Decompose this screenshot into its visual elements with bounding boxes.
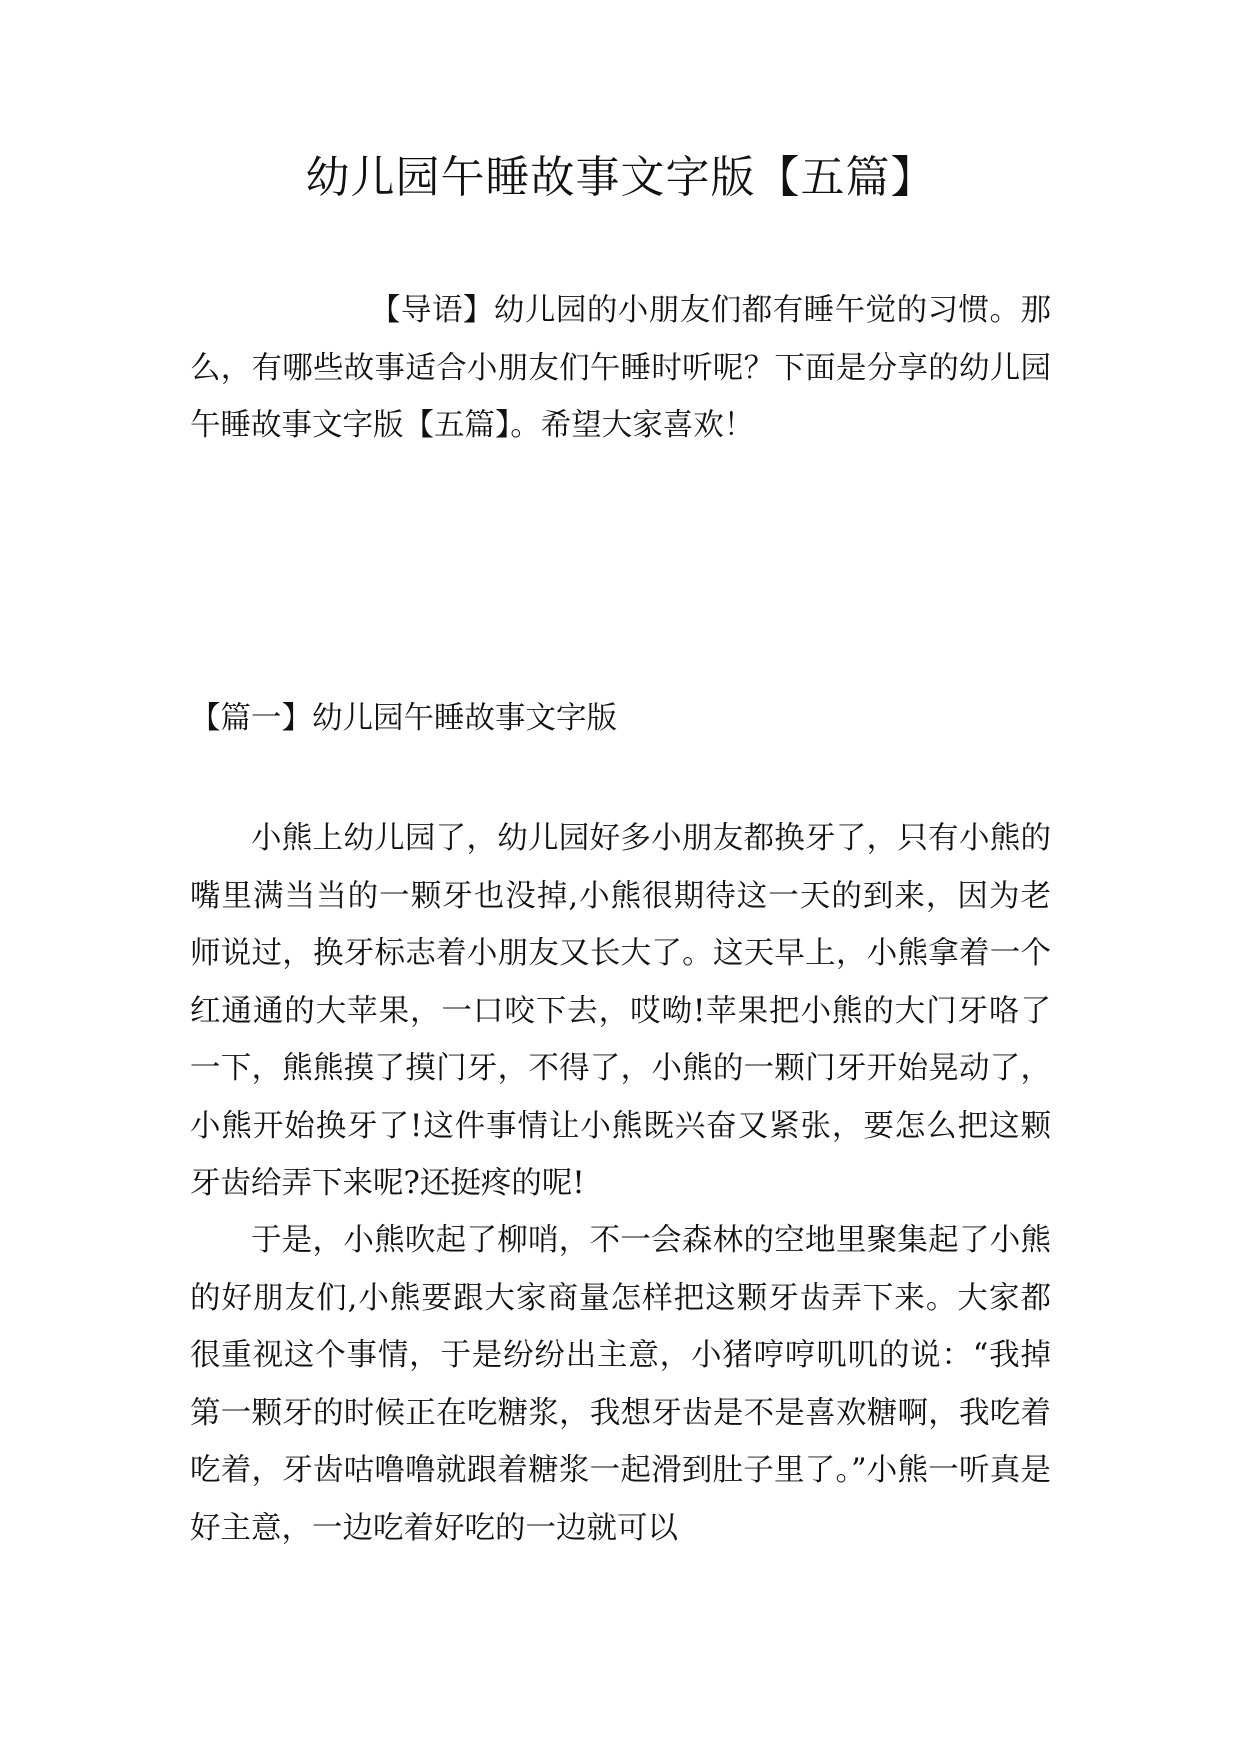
- body-paragraph: 小熊上幼儿园了，幼儿园好多小朋友都换牙了，只有小熊的嘴里满当当的一颗牙也没掉,小熊很期待这一天的到来，因为老师说过，换牙标志着小朋友又长大了。这天早上，小熊拿着一个红通通的大苹果，一口咬下去，哎呦!苹果把小熊的大门牙咯了一下，熊熊摸了摸门牙，不得了，小熊的一颗门牙开始晃动了，小熊开始换牙了!这件事情让小熊既兴奋又紧张，要怎么把这颗牙齿给弄下来呢?还挺疼的呢!: [190, 821, 1051, 1201]
- section-heading: 【篇一】幼儿园午睡故事文字版: [190, 701, 617, 736]
- document-title: 幼儿园午睡故事文字版【五篇】: [305, 152, 936, 203]
- body-paragraph: 于是，小熊吹起了柳哨，不一会森林的空地里聚集起了小熊的好朋友们,小熊要跟大家商量怎样把这颗牙齿弄下来。大家都很重视这个事情，于是纷纷出主意，小猪哼哼叽叽的说：“我掉第一颗牙的时候正在吃糖浆，我想牙齿是不是喜欢糖啊，我吃着吃着，牙齿咕噜噜就跟着糖浆一起滑到肚子里了。”小熊一听真是好主意，一边吃着好吃的一边就可以: [190, 1223, 1051, 1546]
- intro-paragraph: 【导语】幼儿园的小朋友们都有睡午觉的习惯。那么，有哪些故事适合小朋友们午睡时听呢？下面是分享的幼儿园午睡故事文字版【五篇】。希望大家喜欢！: [190, 293, 1051, 443]
